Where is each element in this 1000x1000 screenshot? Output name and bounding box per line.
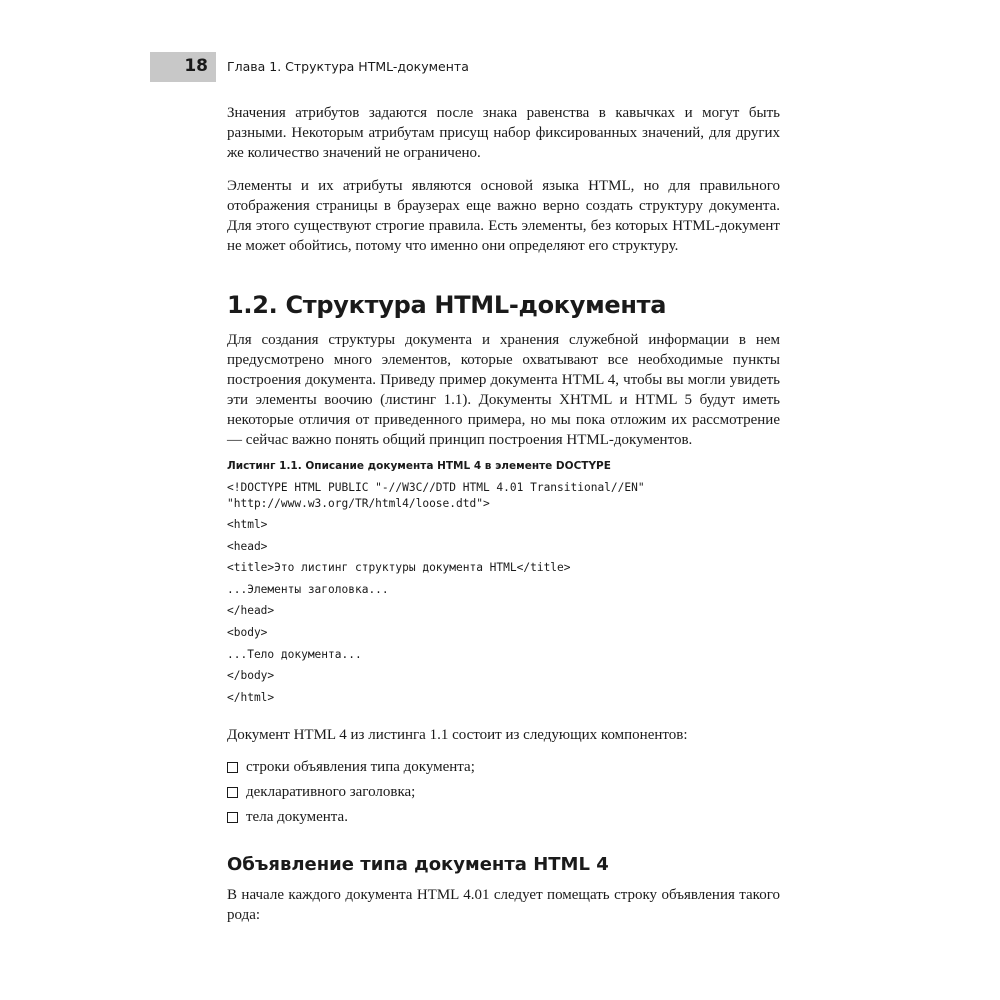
code-line: <html>: [227, 518, 268, 531]
components-list: [227, 757, 780, 827]
section-paragraph: Для создания структуры документа и хранения служебной информации в нем предусмотрено много элементов, которые охватывают все необходимые пункты построения документа. Приведу пример документа HTML 4, чтобы вы могли увидеть эти элементы воочию (листинг 1.1). Документы XHTML и HTML 5 будут иметь некоторые отличия от приведенного примера, но мы пока отложим их рассмотрение — сейчас важно понять общий принцип построения HTML-документов.: [227, 332, 780, 448]
section-title: 1.2. Структура HTML-документа: [227, 291, 667, 319]
page-number: 18: [184, 56, 208, 76]
code-line: </head>: [227, 604, 275, 618]
running-head: Глава 1. Структура HTML-документа: [227, 59, 469, 74]
list-item: [227, 807, 780, 827]
code-listing: [227, 480, 780, 711]
code-line: ...Элементы заголовка...: [227, 582, 389, 596]
subsection-paragraph: В начале каждого документа HTML 4.01 следует помещать строку объявления такого рода:: [227, 887, 780, 924]
intro-paragraph-2: Элементы и их атрибуты являются основой языка HTML, но для правильного отображения страницы в браузерах еще важно верно создать структуру документа. Для этого существуют строгие правила. Есть элементы, без которых HTML-документ не может обойтись, потому что именно они определяют его структуру.: [227, 178, 780, 254]
list-item: [227, 782, 780, 802]
code-line: <title>Это листинг структуры документа HTML</title>: [227, 561, 571, 575]
code-line: "http://www.w3.org/TR/html4/loose.dtd">: [227, 497, 490, 510]
code-line: <body>: [227, 625, 268, 639]
checkbox-bullet-icon: [227, 787, 238, 798]
components-intro: Документ HTML 4 из листинга 1.1 состоит из следующих компонентов:: [227, 727, 688, 744]
checkbox-bullet-icon: [227, 812, 238, 823]
checkbox-bullet-icon: [227, 762, 238, 773]
code-line: ...Тело документа...: [227, 647, 362, 661]
code-line: </html>: [227, 690, 275, 704]
listing-caption: Листинг 1.1. Описание документа HTML 4 в элементе DOCTYPE: [227, 460, 611, 472]
list-item-text: декларативного заголовка;: [246, 784, 416, 801]
code-line: <head>: [227, 539, 268, 553]
code-line: </body>: [227, 669, 275, 683]
code-line: <!DOCTYPE HTML PUBLIC "-//W3C//DTD HTML 4.01 Transitional//EN": [227, 481, 645, 494]
page-number-box: [150, 52, 216, 82]
subsection-title: Объявление типа документа HTML 4: [227, 854, 609, 876]
page-content: [227, 103, 780, 925]
list-item-text: строки объявления типа документа;: [246, 759, 475, 776]
list-item: [227, 757, 780, 777]
list-item-text: тела документа.: [246, 809, 348, 826]
intro-paragraph-1: Значения атрибутов задаются после знака равенства в кавычках и могут быть разными. Некоторым атрибутам присущ набор фиксированных значений, для других же количество значений не ограничено.: [227, 105, 780, 161]
